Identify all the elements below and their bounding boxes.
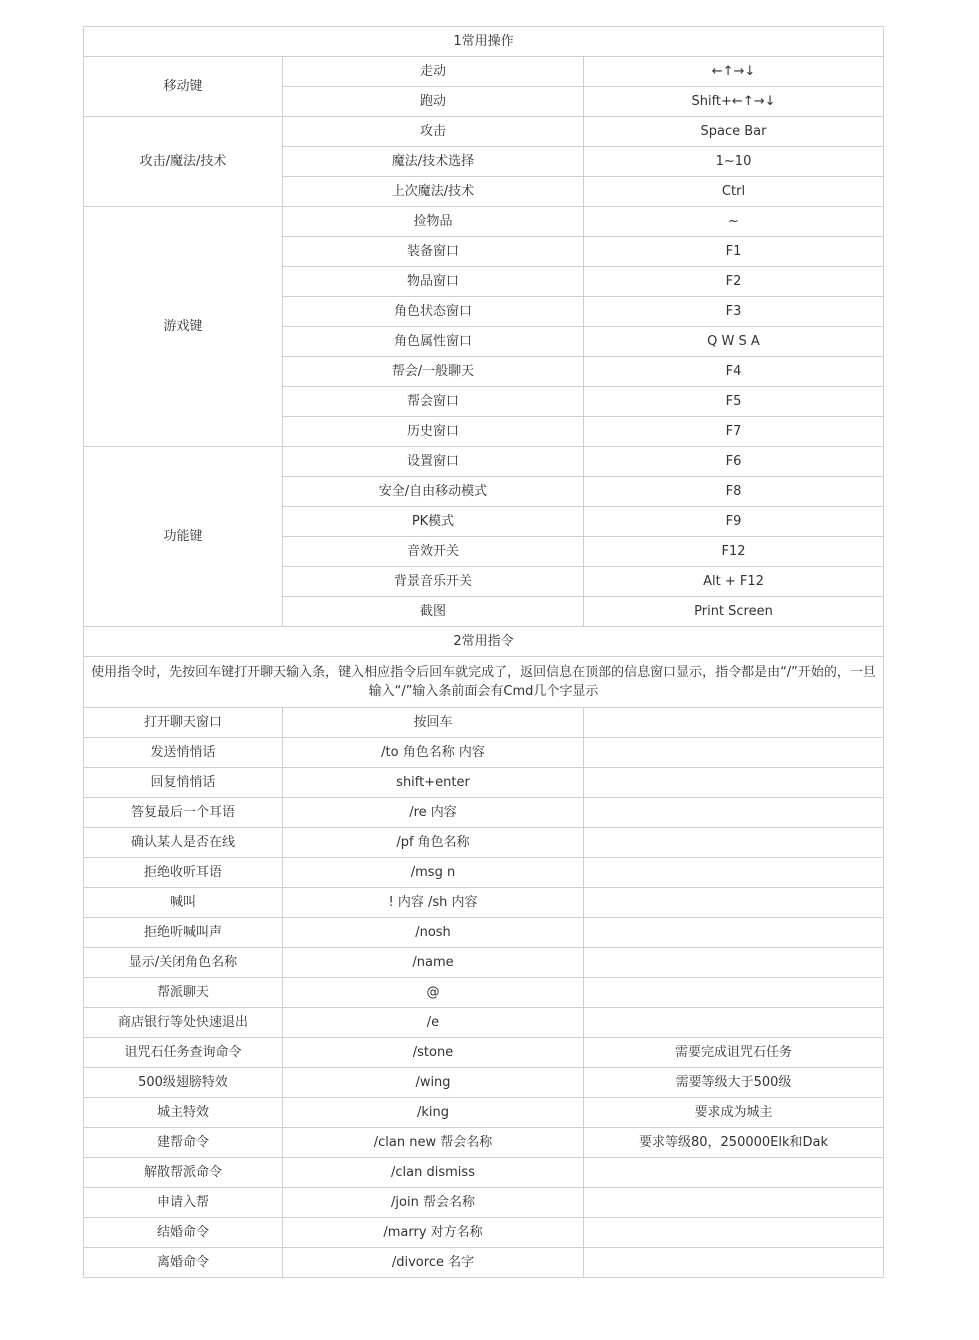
command-requirement [584,978,884,1008]
command-requirement [584,1188,884,1218]
action-name: 帮会/一般聊天 [283,357,584,387]
keyboard-command-table [83,26,884,1278]
table-row [84,708,884,738]
table-row [84,1008,884,1038]
command-requirement [584,708,884,738]
command-syntax: /king [283,1098,584,1128]
command-requirement: 要求等级80，250000Elk和Dak [584,1128,884,1158]
command-requirement [584,1008,884,1038]
action-name: 上次魔法/技术 [283,177,584,207]
section-header-row [84,27,884,57]
table-row [84,1038,884,1068]
command-name: 确认某人是否在线 [84,828,283,858]
section-header-row [84,627,884,657]
command-requirement [584,858,884,888]
key-group-label: 功能键 [84,447,283,627]
key-group-label: 移动键 [84,57,283,117]
command-syntax: shift+enter [283,768,584,798]
command-syntax: /clan dismiss [283,1158,584,1188]
table-row [84,978,884,1008]
command-requirement [584,738,884,768]
table-row [84,447,884,477]
command-requirement [584,1158,884,1188]
table-row [84,798,884,828]
key-binding: Shift+←↑→↓ [584,87,884,117]
command-name: 申请入帮 [84,1188,283,1218]
command-requirement [584,1248,884,1278]
key-binding: F4 [584,357,884,387]
command-syntax: /divorce 名字 [283,1248,584,1278]
table-body [84,27,884,1278]
table-row [84,828,884,858]
table-row [84,1188,884,1218]
section2-title: 2常用指令 [84,627,884,657]
key-group-label: 攻击/魔法/技术 [84,117,283,207]
table-row [84,918,884,948]
action-name: 攻击 [283,117,584,147]
table-row [84,57,884,87]
command-name: 解散帮派命令 [84,1158,283,1188]
command-name: 回复悄悄话 [84,768,283,798]
action-name: 安全/自由移动模式 [283,477,584,507]
table-row [84,1218,884,1248]
key-binding: 1~10 [584,147,884,177]
command-requirement: 需要等级大于500级 [584,1068,884,1098]
command-requirement [584,948,884,978]
key-binding: F1 [584,237,884,267]
key-binding: F7 [584,417,884,447]
command-name: 结婚命令 [84,1218,283,1248]
command-syntax: /msg n [283,858,584,888]
note-row [84,657,884,708]
table-row [84,738,884,768]
command-syntax: /join 帮会名称 [283,1188,584,1218]
command-syntax: /name [283,948,584,978]
action-name: 走动 [283,57,584,87]
command-name: 建帮命令 [84,1128,283,1158]
action-name: 角色状态窗口 [283,297,584,327]
action-name: 音效开关 [283,537,584,567]
table-row [84,1098,884,1128]
command-syntax: /wing [283,1068,584,1098]
action-name: 装备窗口 [283,237,584,267]
command-requirement [584,1218,884,1248]
table-row [84,858,884,888]
command-syntax: /pf 角色名称 [283,828,584,858]
key-binding: F3 [584,297,884,327]
key-binding: F2 [584,267,884,297]
command-requirement [584,768,884,798]
key-binding: Ctrl [584,177,884,207]
key-binding: ~ [584,207,884,237]
command-requirement [584,828,884,858]
section1-title: 1常用操作 [84,27,884,57]
table-row [84,888,884,918]
command-requirement [584,918,884,948]
command-syntax: /re 内容 [283,798,584,828]
key-binding: Print Screen [584,597,884,627]
command-name: 离婚命令 [84,1248,283,1278]
table-row [84,1068,884,1098]
command-syntax: /marry 对方名称 [283,1218,584,1248]
key-binding: F12 [584,537,884,567]
command-requirement [584,888,884,918]
key-group-label: 游戏键 [84,207,283,447]
table-row [84,768,884,798]
action-name: 历史窗口 [283,417,584,447]
command-name: 诅咒石任务查询命令 [84,1038,283,1068]
command-syntax: @ [283,978,584,1008]
action-name: 背景音乐开关 [283,567,584,597]
action-name: PK模式 [283,507,584,537]
command-requirement: 要求成为城主 [584,1098,884,1128]
command-syntax: /clan new 帮会名称 [283,1128,584,1158]
table-row [84,1128,884,1158]
action-name: 捡物品 [283,207,584,237]
key-binding: F6 [584,447,884,477]
command-name: 答复最后一个耳语 [84,798,283,828]
action-name: 魔法/技术选择 [283,147,584,177]
command-name: 城主特效 [84,1098,283,1128]
table-row [84,1248,884,1278]
action-name: 跑动 [283,87,584,117]
action-name: 物品窗口 [283,267,584,297]
command-syntax: /nosh [283,918,584,948]
key-binding: F8 [584,477,884,507]
command-syntax: /to 角色名称 内容 [283,738,584,768]
section2-note: 使用指令时，先按回车键打开聊天输入条，键入相应指令后回车就完成了，返回信息在顶部的信息窗口显示，指令都是由“/”开始的，一旦输入“/”输入条前面会有Cmd几个字显示 [84,657,884,708]
command-syntax: ! 内容 /sh 内容 [283,888,584,918]
command-requirement [584,798,884,828]
command-name: 显示/关闭角色名称 [84,948,283,978]
command-syntax: /e [283,1008,584,1038]
key-binding: ←↑→↓ [584,57,884,87]
command-name: 拒绝听喊叫声 [84,918,283,948]
action-name: 设置窗口 [283,447,584,477]
command-name: 喊叫 [84,888,283,918]
table-row [84,948,884,978]
command-syntax: /stone [283,1038,584,1068]
key-binding: F5 [584,387,884,417]
table-row [84,1158,884,1188]
key-binding: Space Bar [584,117,884,147]
command-name: 商店银行等处快速退出 [84,1008,283,1038]
table-row [84,207,884,237]
command-syntax: 按回车 [283,708,584,738]
command-name: 发送悄悄话 [84,738,283,768]
table-row [84,117,884,147]
command-requirement: 需要完成诅咒石任务 [584,1038,884,1068]
key-binding: Q W S A [584,327,884,357]
action-name: 帮会窗口 [283,387,584,417]
command-name: 打开聊天窗口 [84,708,283,738]
command-name: 拒绝收听耳语 [84,858,283,888]
key-binding: F9 [584,507,884,537]
command-name: 500级翅膀特效 [84,1068,283,1098]
action-name: 角色属性窗口 [283,327,584,357]
command-name: 帮派聊天 [84,978,283,1008]
key-binding: Alt + F12 [584,567,884,597]
action-name: 截图 [283,597,584,627]
